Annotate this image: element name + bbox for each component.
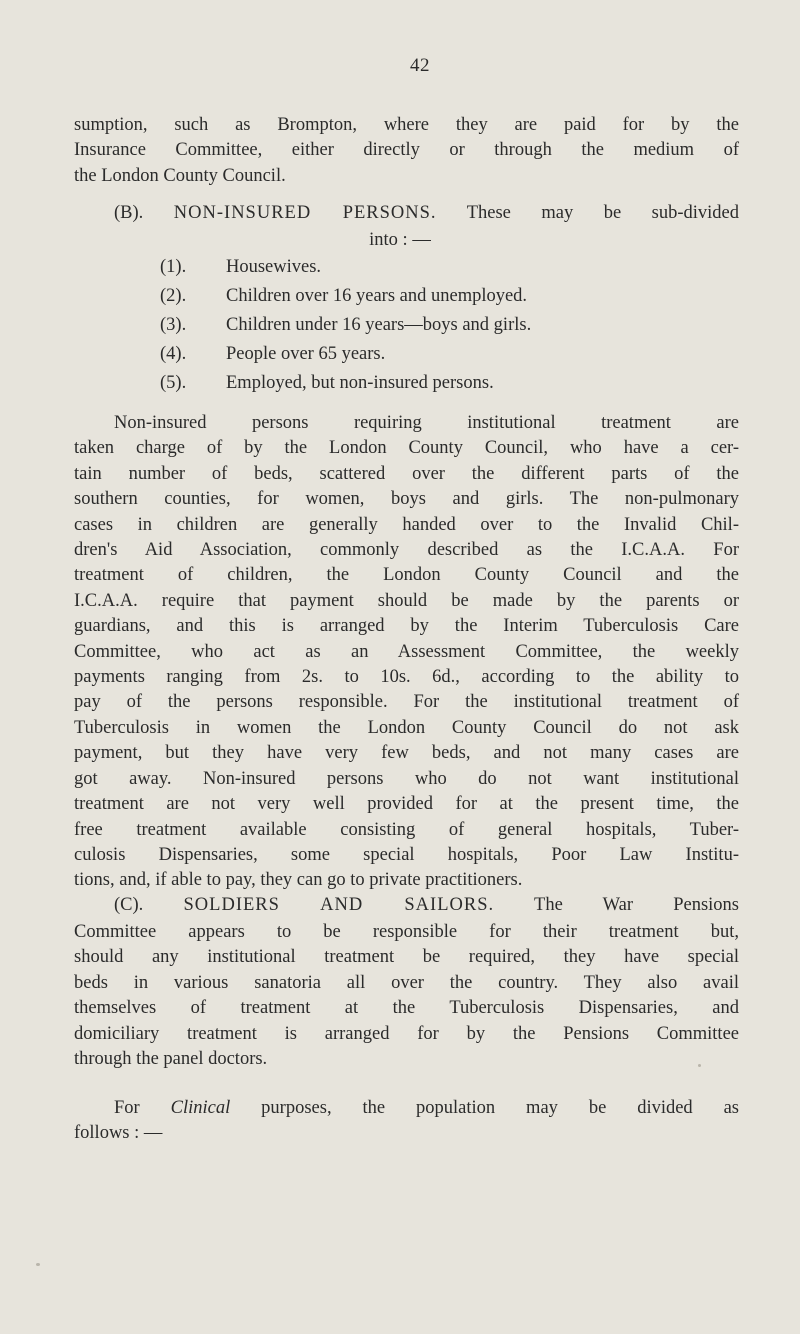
closing-last-line: follows : — xyxy=(74,1123,163,1143)
intro-line: Insurance Committee, either directly or through the medium of xyxy=(74,140,739,161)
list-item-text: People over 65 years. xyxy=(226,344,386,364)
paragraph-line: tions, and, if able to pay, they can go to private practitioners. xyxy=(74,870,523,891)
paragraph-line: culosis Dispensaries, some special hospitals, Poor Law Institu- xyxy=(74,844,739,865)
paragraph-line: southern counties, for women, boys and girls. The non-pulmonary xyxy=(74,489,739,510)
list-item-text: Housewives. xyxy=(226,257,322,277)
section-b-heading-rest: These may be sub-divided xyxy=(466,203,739,223)
paragraph-line: payment, but they have very few beds, and not many cases are xyxy=(74,743,739,764)
list-item xyxy=(160,369,531,398)
list-item-number: (2). xyxy=(160,286,187,306)
paragraph-line: I.C.A.A. require that payment should be made by the parents or xyxy=(74,590,739,611)
paragraph-line: pay of the persons responsible. For the institutional treatment of xyxy=(74,692,739,713)
paragraph-line: taken charge of by the London County Council, who have a cer- xyxy=(74,438,739,459)
section-b-paragraph xyxy=(74,411,739,894)
section-b-into: into : — xyxy=(369,230,431,250)
closing-rest: purposes, the population may be divided as xyxy=(261,1098,740,1118)
list-item-number: (5). xyxy=(160,373,187,393)
paragraph-line: guardians, and this is arranged by the Interim Tuberculosis Care xyxy=(74,616,739,637)
closing-last-line-block xyxy=(74,1121,739,1146)
section-c-label: (C). xyxy=(114,895,144,915)
paragraph-line: tain number of beds, scattered over the different parts of the xyxy=(74,463,739,484)
list-item xyxy=(160,311,531,340)
list-item-number: (1). xyxy=(160,257,187,277)
paragraph-line: treatment of children, the London County Council and the xyxy=(74,565,739,586)
closing-line xyxy=(114,1096,739,1121)
section-c-paragraph xyxy=(74,920,739,1072)
list-item-number: (3). xyxy=(160,315,187,335)
intro-line: the London County Council. xyxy=(74,165,286,186)
paragraph-line: through the panel doctors. xyxy=(74,1049,268,1070)
closing-italic-word: Clinical xyxy=(170,1098,231,1118)
section-b-heading xyxy=(114,201,739,226)
paragraph-line: themselves of treatment at the Tuberculosis Dispensaries, and xyxy=(74,998,739,1019)
section-b-list xyxy=(160,253,531,398)
closing-prefix: For xyxy=(114,1098,140,1118)
paragraph-line: free treatment available consisting of general hospitals, Tuber- xyxy=(74,819,739,840)
paper-speck xyxy=(36,1263,40,1266)
list-item xyxy=(160,340,531,369)
list-item-text: Employed, but non-insured persons. xyxy=(226,373,494,393)
paragraph-line: dren's Aid Association, commonly described as the I.C.A.A. For xyxy=(74,540,739,561)
section-b-label: (B). xyxy=(114,203,144,223)
list-item xyxy=(160,253,531,282)
section-c-title: SOLDIERS AND SAILORS. xyxy=(183,895,495,915)
paragraph-line: Committee appears to be responsible for their treatment but, xyxy=(74,922,739,942)
paragraph-line: payments ranging from 2s. to 10s. 6d., according to the ability to xyxy=(74,667,739,688)
intro-paragraph xyxy=(74,113,739,189)
paragraph-line: Non-insured persons requiring institutional treatment are xyxy=(114,413,739,433)
list-item-text: Children over 16 years and unemployed. xyxy=(226,286,528,306)
paragraph-line: domiciliary treatment is arranged for by the Pensions Committee xyxy=(74,1023,739,1044)
paragraph-line: should any institutional treatment be required, they have special xyxy=(74,947,739,968)
paragraph-line: beds in various sanatoria all over the country. They also avail xyxy=(74,972,739,993)
section-b-title: NON-INSURED PERSONS. xyxy=(173,203,437,223)
page-number: 42 xyxy=(410,55,430,76)
section-c-heading-rest: The War Pensions xyxy=(534,895,740,915)
paragraph-line: Tuberculosis in women the London County Council do not ask xyxy=(74,717,739,738)
list-item-text: Children under 16 years—boys and girls. xyxy=(226,315,532,335)
list-item xyxy=(160,282,531,311)
section-c-heading xyxy=(114,893,739,918)
paragraph-line: Committee, who act as an Assessment Committee, the weekly xyxy=(74,641,739,662)
paragraph-line: got away. Non-insured persons who do not want institutional xyxy=(74,768,739,789)
paper-speck xyxy=(698,1064,701,1067)
list-item-number: (4). xyxy=(160,344,187,364)
paragraph-line: cases in children are generally handed over to the Invalid Chil- xyxy=(74,514,739,535)
intro-line: sumption, such as Brompton, where they are paid for by the xyxy=(74,115,739,135)
paragraph-line: treatment are not very well provided for at the present time, the xyxy=(74,794,739,815)
